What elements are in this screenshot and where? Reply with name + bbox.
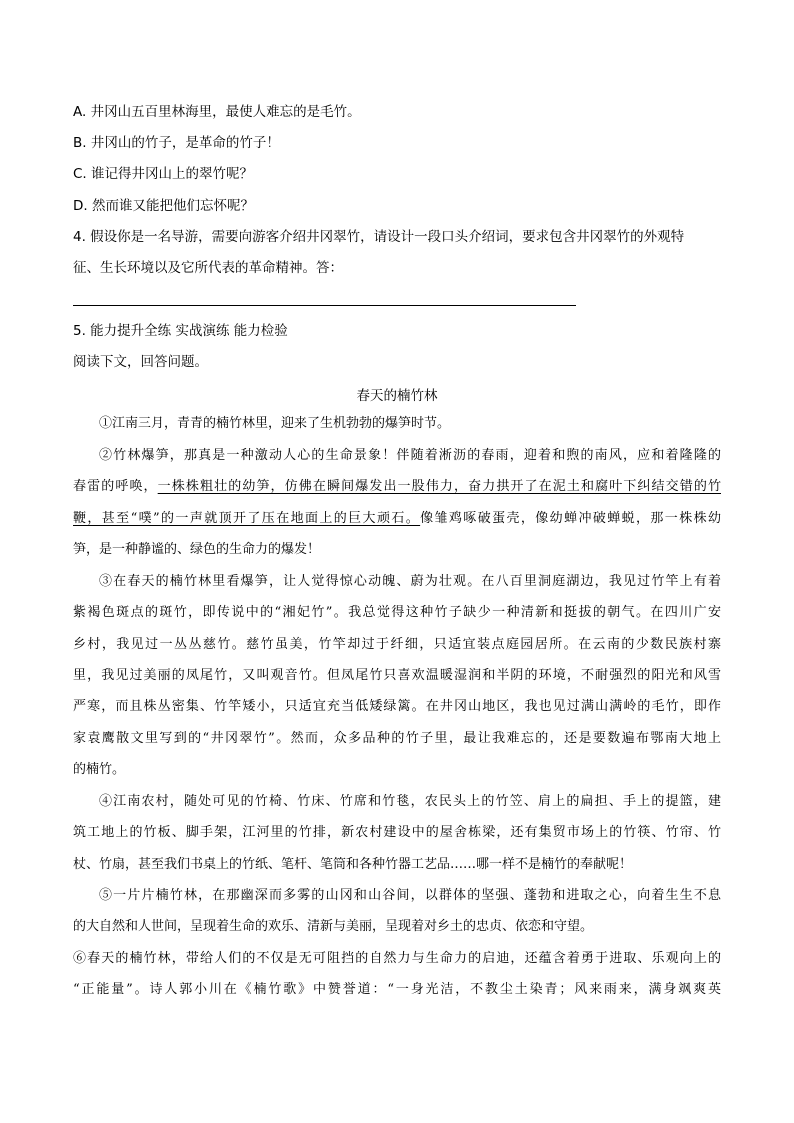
paragraph-5-line-2: 的大自然和人世间，呈现着生命的欢乐、清新与美丽，呈现着对乡土的忠贞、依恋和守望。	[73, 919, 594, 934]
paragraph-6-line-2: “正能量”。诗人郭小川在《楠竹歌》中赞誉道：“一身光洁，不教尘土染青；风来雨来，满身飒爽英	[73, 982, 721, 997]
paragraph-4-line-3: 杖、竹扇，甚至我们书桌上的竹纸、笔杆、笔筒和各种竹器工艺品……哪一样不是楠竹的奉献呢！	[73, 857, 633, 872]
paragraph-5-line-1: ⑤一片片楠竹林，在那幽深而多雾的山冈和山谷间，以群体的坚强、蓬勃和进取之心，向着生生不息	[99, 888, 721, 903]
paragraph-3-line-7: 的楠竹。	[73, 762, 126, 777]
question-5-heading: 5. 能力提升全练 实战演练 能力检验	[73, 323, 288, 339]
paragraph-3-line-1: ③在春天的楠竹林里看爆笋，让人觉得惊心动魄、蔚为壮观。在八百里洞庭湖边，我见过竹竿上有着	[99, 574, 721, 589]
question-5-instruction: 阅读下文，回答问题。	[73, 354, 208, 370]
option-b: B. 井冈山的竹子，是革命的竹子！	[73, 135, 280, 151]
article-title: 春天的楠竹林	[356, 388, 438, 404]
paragraph-3-line-2: 紫褐色斑点的斑竹，即传说中的“湘妃竹”。我总觉得这种竹子缺少一种清新和挺拔的朝气。在四川广安	[73, 605, 721, 620]
paragraph-2-line-2-start: 春雷的呼唤，	[73, 479, 158, 494]
paragraph-2-line-3-end: 像雏鸡啄破蛋壳，像幼蝉冲破蝉蜕，那一株株幼	[420, 511, 721, 526]
option-d: D. 然而谁又能把他们忘怀呢？	[73, 198, 254, 214]
paragraph-2-line-4: 笋，是一种静谧的、绿色的生命力的爆发！	[73, 542, 321, 557]
paragraph-2-line-2	[73, 478, 721, 496]
paragraph-3-line-5: 严寒，而且株丛密集、竹竿矮小，只适宜充当低矮绿篱。在井冈山地区，我也见过满山满岭的毛竹，即作	[73, 699, 721, 714]
paragraph-3-line-6: 家袁鹰散文里写到的“井冈翠竹”。然而，众多品种的竹子里，最让我难忘的，还是要数遍布鄂南大地上	[73, 731, 721, 746]
paragraph-2-line-1: ②竹林爆笋，那真是一种激动人心的生命景象！伴随着淅沥的春雨，迎着和煦的南风，应和着隆隆的	[99, 448, 721, 463]
paragraph-2-line-3	[73, 510, 721, 528]
option-c: C. 谁记得井冈山上的翠竹呢？	[73, 166, 254, 182]
paragraph-3-line-4: 里，我见过美丽的凤尾竹，又叫观音竹。但凤尾竹只喜欢温暖湿润和半阴的环境，不耐强烈的阳光和风雪	[73, 668, 721, 683]
underlined-sentence-part-2: 鞭，甚至“噗”的一声就顶开了压在地面上的巨大顽石。	[73, 511, 421, 526]
paragraph-4-line-1: ④江南农村，随处可见的竹椅、竹床、竹席和竹毯，农民头上的竹笠、肩上的扁担、手上的提篮，建	[99, 794, 721, 809]
paragraph-3-line-3: 乡村，我见过一丛丛慈竹。慈竹虽美，竹竿却过于纤细，只适宜装点庭园居所。在云南的少数民族村寨	[73, 637, 721, 652]
answer-blank-line	[73, 305, 576, 306]
paragraph-4-line-2: 筑工地上的竹板、脚手架，江河里的竹排，新农村建设中的屋舍栋梁，还有集贸市场上的竹筷、竹帘、竹	[73, 825, 721, 840]
underlined-sentence-part-1: 一株株粗壮的幼笋，仿佛在瞬间爆发出一股伟力，奋力拱开了在泥土和腐叶下纠结交错的竹	[157, 479, 721, 494]
option-a: A. 井冈山五百里林海里，最使人难忘的是毛竹。	[73, 104, 361, 120]
question-4-line-1: 4. 假设你是一名导游，需要向游客介绍井冈翠竹，请设计一段口头介绍词，要求包含井冈翠竹的外观特	[73, 229, 685, 245]
paragraph-6-line-1: ⑥春天的楠竹林，带给人们的不仅是无可阻挡的自然力与生命力的启迪，还蕴含着勇于进取、乐观向上的	[73, 951, 721, 966]
paragraph-1: ①江南三月，青青的楠竹林里，迎来了生机勃勃的爆笋时节。	[99, 416, 451, 431]
question-4-line-2: 征、生长环境以及它所代表的革命精神。答：	[73, 260, 343, 276]
